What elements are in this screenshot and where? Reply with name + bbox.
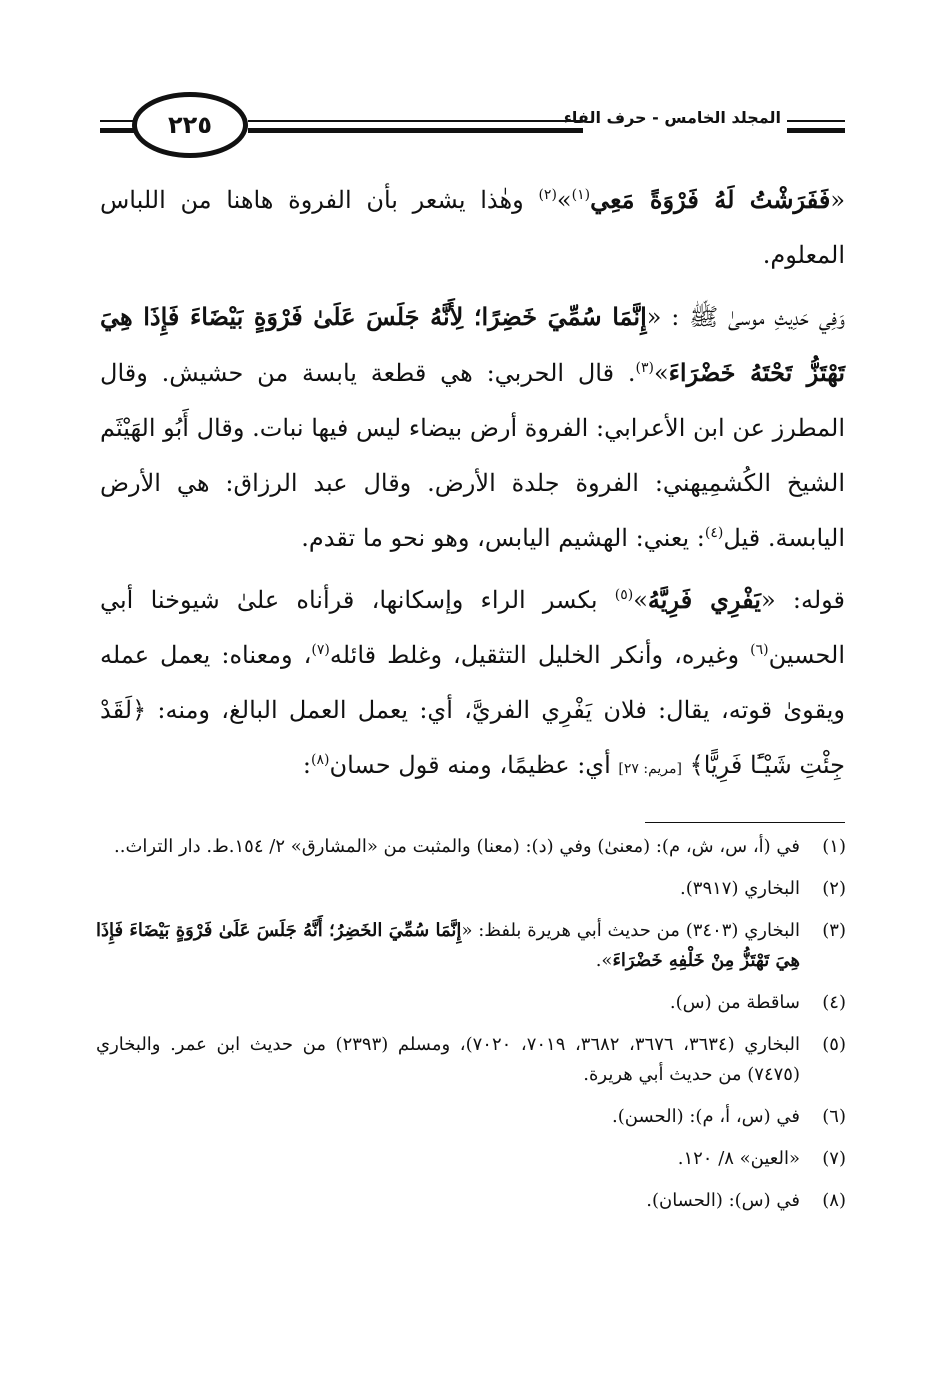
verse-reference: [مريم: ٢٧] (618, 761, 682, 777)
footnote (96, 916, 846, 976)
hadith-quote: يَفْرِي فَرِيَّهُ (647, 585, 761, 614)
paragraph-text: . قال الحربي: هي قطعة يابسة من حشيش. وقال المطرز عن ابن الأعرابي: الفروة أرض بيضاء ليس فيها نبات. وقال أَبُو الهَيْثَم الشيخ الكُشمِيهني: الفروة جلدة الأرض. وقال عبد الرزاق: هي الأرض اليابسة. قيل (100, 359, 845, 552)
footnote-ref-2: (٢) (538, 187, 557, 203)
paragraph-text: بكسر الراء وإسكانها، قرأناه علىٰ شيوخنا أبي الحسين (100, 586, 846, 669)
footnote-text-part: البخاري (٣٤٠٣) من حديث أبي هريرة بلفظ: « (461, 920, 800, 941)
footnote-ref-1: (١) (571, 187, 591, 203)
footnote-ref-5: (٥) (614, 587, 634, 603)
quote-mark: » (556, 186, 572, 214)
quote-mark: » (633, 586, 648, 614)
quote-mark: » (653, 359, 669, 387)
footnote (96, 1030, 846, 1090)
header-rule-left-top (100, 120, 134, 122)
footnote-text: في (أ، س، ش، م): (معنىٰ) وفي (د): (معنا) والمثبت من «المشارق» ٢/ ١٥٤.ط. دار التراث.. (114, 836, 800, 857)
paragraph-text: قوله: « (760, 586, 846, 614)
page-number: ٢٢٥ (168, 111, 212, 139)
paragraph-text: أي: عظيمًا، ومنه قول حسان (329, 751, 619, 779)
hadith-quote: فَفَرَشْتُ لَهُ فَرْوَةً مَعِي (590, 185, 831, 214)
footnote-separator (645, 822, 845, 823)
footnote (96, 874, 846, 904)
paragraph-text: وهٰذا يشعر بأن الفروة هاهنا من اللباس المعلوم. (100, 186, 845, 269)
footnote-text: ساقطة من (س). (669, 992, 800, 1013)
footnote-ref-6: (٦) (750, 642, 769, 658)
paragraph-text: ، ومعناه: يعمل عمله ويقوىٰ قوته، يقال: فلان يَفْرِي الفريَّ، أي: يعمل العمل البالغ، ومنه: ﴿ (100, 641, 845, 724)
footnote-text: البخاري (٣٩١٧). (680, 878, 800, 899)
footnote-number: (٥) (822, 1034, 846, 1055)
footnote-number: (٦) (822, 1106, 846, 1127)
paragraph-3 (100, 572, 845, 797)
footnote (96, 1186, 846, 1216)
footnote-text: في (س، أ، م): (الحسن). (612, 1106, 800, 1127)
footnote (96, 832, 846, 862)
footnote (96, 1102, 846, 1132)
page-header (100, 92, 845, 162)
header-rule-right-top (248, 120, 583, 122)
footnote-text: في (س): (الحسان). (646, 1190, 800, 1211)
footnote (96, 1144, 846, 1174)
footnote-text: البخاري (٣٦٣٤، ٣٦٧٦، ٣٦٨٢، ٧٠١٩، ٧٠٢٠)، ومسلم (٢٣٩٣) من حديث ابن عمر. والبخاري (٧٤٧٥) من حديث أبي هريرة. (96, 1034, 801, 1085)
footnote-number: (٤) (822, 992, 846, 1013)
hadith-quote: إِنَّمَا سُمِّيَ خَضِرًا؛ لِأَنَّهُ جَلَسَ عَلَىٰ فَرْوَةٍ بَيْضَاءَ فَإِذَا هِيَ تَهْتَزُّ تَحْتَهُ خَضْرَاءَ (100, 302, 846, 387)
footnote-text (96, 916, 800, 976)
paragraph-text: وَفِي حَدِيثِ موسىٰ ﷺ : « (646, 303, 845, 331)
footnote (96, 988, 846, 1018)
footnote-ref-7: (٧) (311, 642, 330, 658)
paragraph-1 (100, 172, 845, 283)
footnote-hadith-quote: إِنَّمَا سُمِّيَ الخَضِرُ؛ أَنَّهُ جَلَسَ عَلَىٰ فَرْوَةٍ بَيْضَاءَ فَإِذَا هِيَ تَهْتَزُّ مِنْ خَلْفِهِ خَضْرَاءَ (96, 920, 800, 971)
paragraph-text: : (302, 751, 311, 779)
header-rule-left-bottom (100, 128, 134, 133)
footnote-text-part: ». (595, 950, 613, 971)
quran-bracket: ﴾ (689, 751, 704, 779)
footnotes (96, 832, 846, 1228)
footnote-number: (٣) (822, 920, 846, 941)
header-rule-right-bottom (248, 128, 583, 133)
quote-mark: « (830, 186, 846, 214)
running-title: المجلد الخامس - حرف الفاء (563, 108, 781, 127)
footnote-number: (٧) (822, 1148, 846, 1169)
page-number-frame (132, 92, 248, 158)
main-text (100, 172, 845, 797)
quran-verse: لَقَدْ جِئْتِ شَيْـًٔا فَرِيًّا (100, 696, 845, 779)
paragraph-text: وغيره، وأنكر الخليل التثقيل، وغلط قائله (329, 641, 751, 669)
header-rule-end-bottom (787, 128, 845, 133)
paragraph-text: : يعني: الهشيم اليابس، وهو نحو ما تقدم. (301, 524, 705, 552)
footnote-ref-4: (٤) (704, 525, 724, 541)
paragraph-2 (100, 289, 845, 566)
footnote-ref-3: (٣) (635, 360, 654, 376)
footnote-number: (٢) (822, 878, 846, 899)
footnote-number: (٨) (822, 1190, 846, 1211)
header-rule-end-top (787, 120, 845, 122)
footnote-text: «العين» ٨/ ١٢٠. (677, 1148, 800, 1169)
footnote-ref-8: (٨) (311, 752, 330, 768)
footnote-number: (١) (822, 836, 846, 857)
